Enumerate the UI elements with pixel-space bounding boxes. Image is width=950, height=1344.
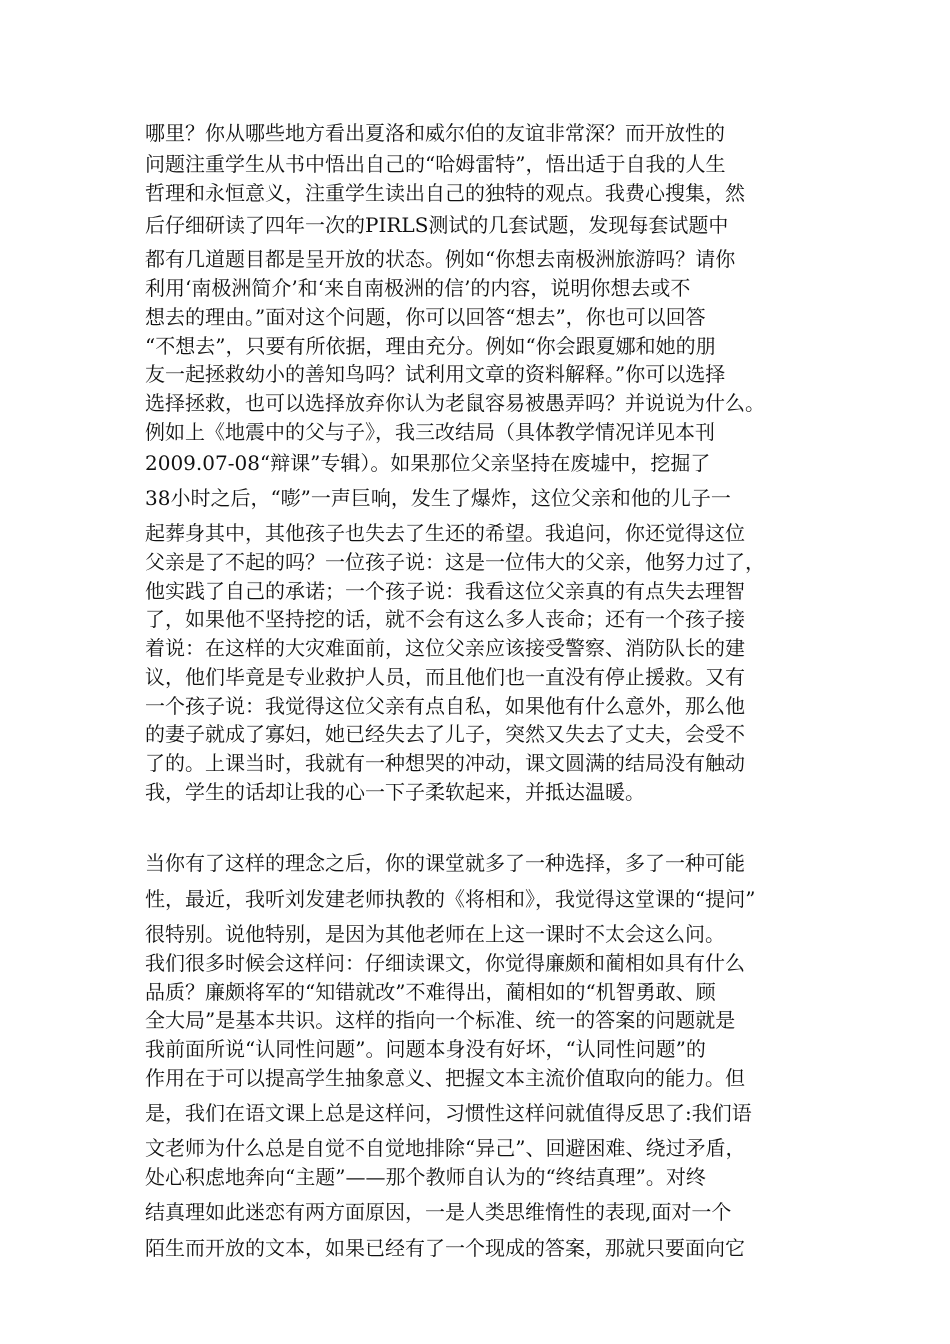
text-line: 我们很多时候会这样问：仔细读课文，你觉得廉颇和蔺相如具有什么	[145, 951, 745, 975]
text-line: 38小时之后，“嘭”一声巨响，发生了爆炸，这位父亲和他的儿子一	[145, 486, 731, 510]
text-line: 文老师为什么总是自觉不自觉地排除“异己”、回避困难、绕过矛盾，	[145, 1136, 746, 1160]
text-line: 他实践了自己的承诺；一个孩子说：我看这位父亲真的有点失去理智	[145, 579, 745, 603]
text-line: 性，最近，我听刘发建老师执教的《将相和》，我觉得这堂课的“提问”	[145, 887, 756, 911]
text-line: 2009.07-08“辩课”专辑）。如果那位父亲坚持在废墟中，挖掘了	[145, 451, 711, 475]
text-line: 想去的理由。”面对这个问题，你可以回答“想去”，你也可以回答	[145, 305, 706, 329]
text-line: 友一起拯救幼小的善知鸟吗？试利用文章的资料解释。”你可以选择	[145, 362, 726, 386]
text-line: 处心积虑地奔向“主题”——那个教师自认为的“终结真理”。对终	[145, 1165, 706, 1189]
text-line: 作用在于可以提高学生抽象意义、把握文本主流价值取向的能力。但	[145, 1066, 745, 1090]
text-line: 后仔细研读了四年一次的PIRLS测试的几套试题，发现每套试题中	[145, 213, 729, 237]
text-line: 一个孩子说：我觉得这位父亲有点自私，如果他有什么意外，那么他	[145, 694, 745, 718]
text-line: 哪里？你从哪些地方看出夏洛和威尔伯的友谊非常深？而开放性的	[145, 121, 725, 145]
text-line: 的妻子就成了寡妇，她已经失去了儿子，突然又失去了丈夫，会受不	[145, 722, 745, 746]
text-line: 是，我们在语文课上总是这样问，习惯性这样问就值得反思了:我们语	[145, 1101, 752, 1125]
text-line: 都有几道题目都是呈开放的状态。例如“你想去南极洲旅游吗？请你	[145, 247, 736, 271]
text-line: 结真理如此迷恋有两方面原因，一是人类思维惰性的表现,面对一个	[145, 1200, 732, 1224]
text-line: 问题注重学生从书中悟出自己的“哈姆雷特”，悟出适于自我的人生	[145, 152, 726, 176]
text-line: 了的。上课当时，我就有一种想哭的冲动，课文圆满的结局没有触动	[145, 751, 745, 775]
text-line: 例如上《地震中的父与子》，我三改结局（具体教学情况详见本刊	[145, 420, 715, 444]
text-line: 很特别。说他特别，是因为其他老师在上这一课时不太会这么问。	[145, 922, 725, 946]
text-line: 起葬身其中，其他孩子也失去了生还的希望。我追问，你还觉得这位	[145, 521, 745, 545]
text-line: 父亲是了不起的吗？一位孩子说：这是一位伟大的父亲，他努力过了，	[145, 550, 765, 574]
text-line: 议，他们毕竟是专业救护人员，而且他们也一直没有停止援救。又有	[145, 665, 745, 689]
text-line: 哲理和永恒意义，注重学生读出自己的独特的观点。我费心搜集，然	[145, 181, 745, 205]
text-line: “不想去”，只要有所依据，理由充分。例如“你会跟夏娜和她的朋	[145, 334, 716, 358]
text-line: 我，学生的话却让我的心一下子柔软起来，并抵达温暖。	[145, 780, 645, 804]
text-line: 选择拯救，也可以选择放弃你认为老鼠容易被愚弄吗？并说说为什么。	[145, 391, 765, 415]
text-line: 了，如果他不坚持挖的话，就不会有这么多人丧命；还有一个孩子接	[145, 607, 745, 631]
text-line: 陌生而开放的文本，如果已经有了一个现成的答案，那就只要面向它	[145, 1236, 745, 1260]
text-line: 利用‘南极洲简介’和‘来自南极洲的信’的内容，说明你想去或不	[145, 276, 691, 300]
text-line: 着说：在这样的大灾难面前，这位父亲应该接受警察、消防队长的建	[145, 636, 745, 660]
text-line: 当你有了这样的理念之后，你的课堂就多了一种选择，多了一种可能	[145, 851, 745, 875]
text-line: 我前面所说“认同性问题”。问题本身没有好坏，“认同性问题”的	[145, 1037, 706, 1061]
text-line: 全大局”是基本共识。这样的指向一个标准、统一的答案的问题就是	[145, 1008, 736, 1032]
text-line: 品质？廉颇将军的“知错就改”不难得出，蔺相如的“机智勇敢、顾	[145, 980, 716, 1004]
